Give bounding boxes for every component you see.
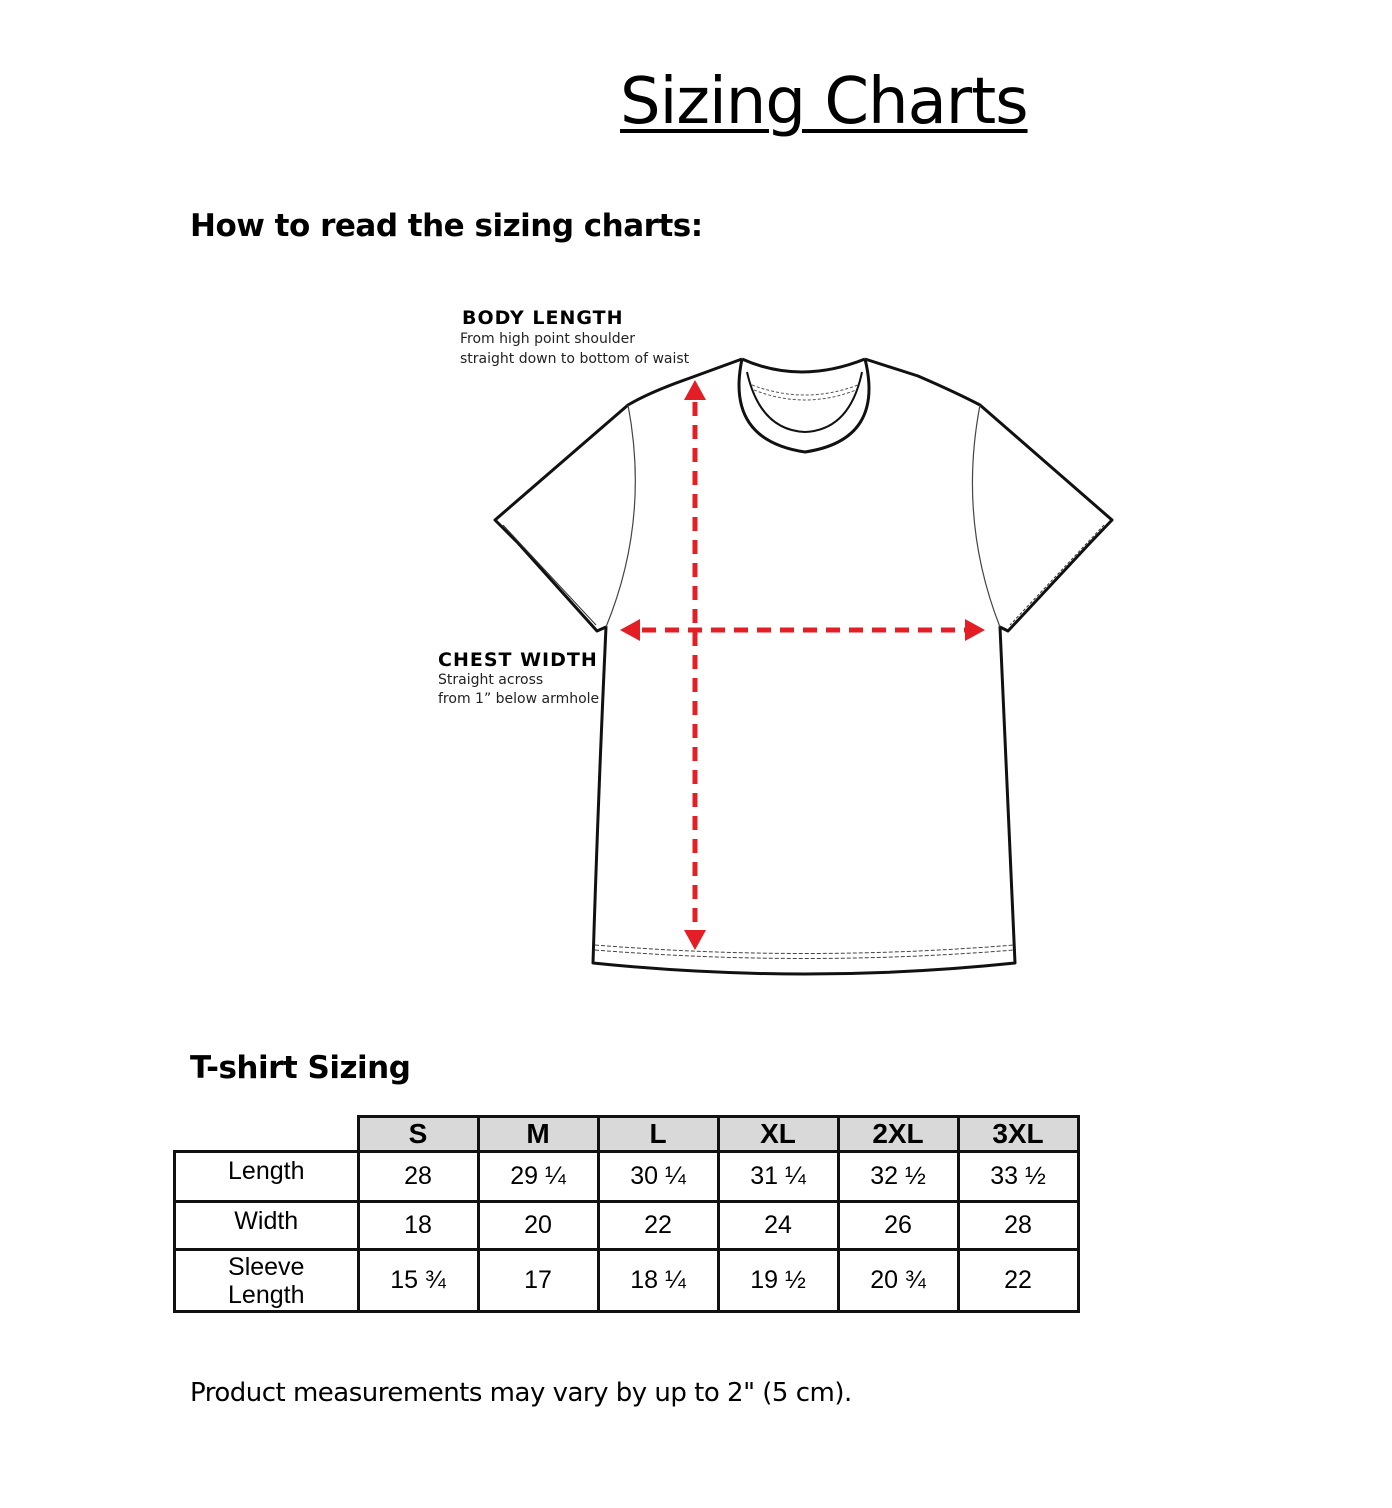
table-row [175,1202,1079,1250]
column-header: 3XL [958,1117,1078,1152]
table-cell: 33 ½ [958,1152,1078,1202]
table-cell: 31 ¼ [718,1152,838,1202]
chest-width-desc-2: from 1” below armhole [438,691,600,707]
table-row [175,1152,1079,1202]
table-cell: 20 ¾ [838,1250,958,1312]
page-title: Sizing Charts [620,65,1028,139]
chest-width-label: CHEST WIDTH [438,649,598,671]
measurement-note: Product measurements may vary by up to 2" (5 cm). [190,1378,852,1408]
table-cell: 22 [598,1202,718,1250]
table-cell: 24 [718,1202,838,1250]
column-header: L [598,1117,718,1152]
table-cell: 28 [958,1202,1078,1250]
table-header-row [175,1117,1079,1152]
table-cell: 15 ¾ [358,1250,478,1312]
body-length-desc-1: From high point shoulder [460,331,636,347]
table-cell: 17 [478,1250,598,1312]
column-header: 2XL [838,1117,958,1152]
how-to-heading: How to read the sizing charts: [190,208,703,244]
table-cell: 22 [958,1250,1078,1312]
row-label: Width [175,1202,359,1250]
table-row [175,1250,1079,1312]
row-label-line-1: Sleeve [228,1253,305,1281]
table-cell: 28 [358,1152,478,1202]
table-cell: 29 ¼ [478,1152,598,1202]
chest-width-desc-1: Straight across [438,672,544,688]
tshirt-outline-icon [480,340,1130,990]
tshirt-sizing-heading: T-shirt Sizing [190,1050,411,1086]
column-header: XL [718,1117,838,1152]
body-length-label: BODY LENGTH [462,307,624,329]
table-cell: 26 [838,1202,958,1250]
body-length-desc-2: straight down to bottom of waist [460,351,690,367]
column-header: M [478,1117,598,1152]
size-chart-table [173,1115,1080,1313]
table-cell: 32 ½ [838,1152,958,1202]
row-label: Length [175,1152,359,1202]
table-cell: 19 ½ [718,1250,838,1312]
row-label [175,1250,359,1312]
table-cell: 30 ¼ [598,1152,718,1202]
table-corner [175,1117,359,1152]
row-label-line-2: Length [228,1281,305,1309]
table-cell: 18 [358,1202,478,1250]
column-header: S [358,1117,478,1152]
table-cell: 18 ¼ [598,1250,718,1312]
table-cell: 20 [478,1202,598,1250]
